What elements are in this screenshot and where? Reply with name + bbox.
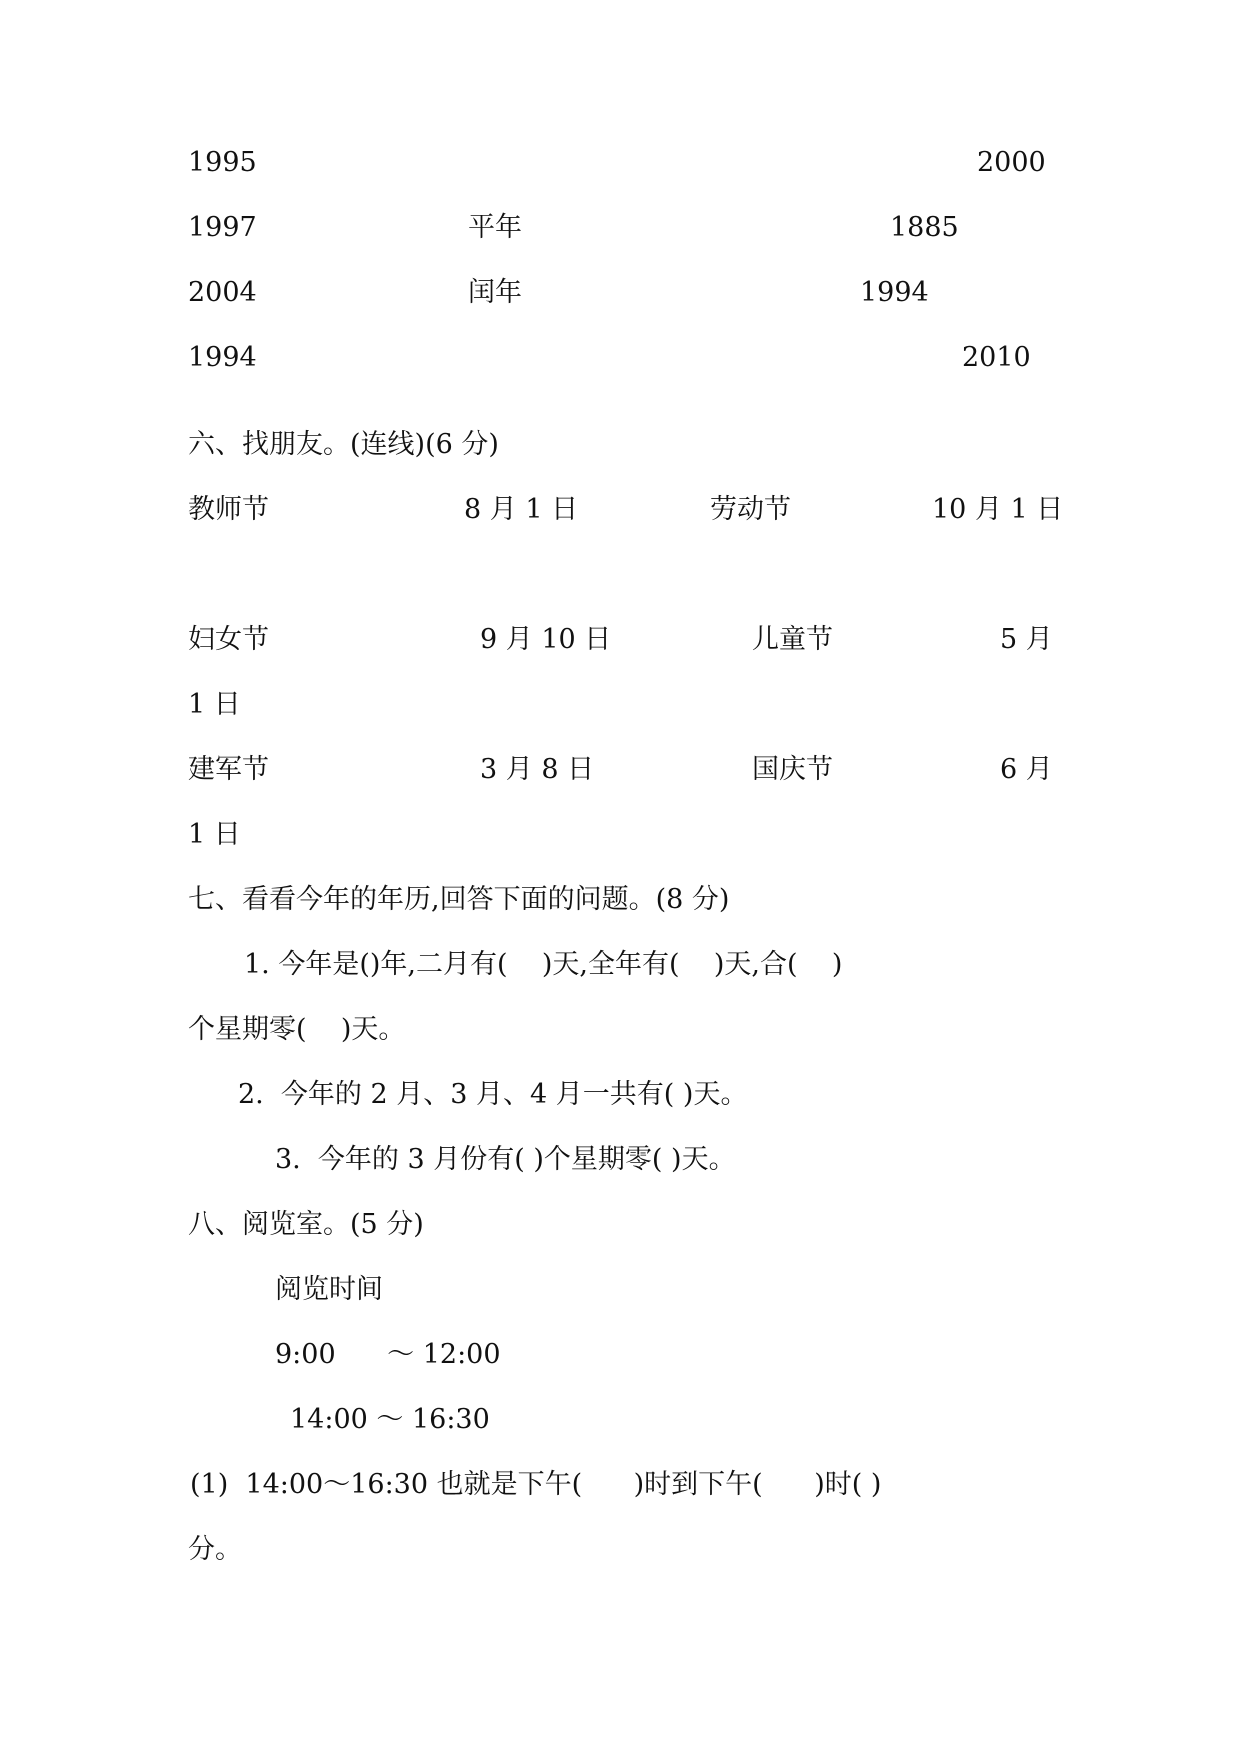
- date-jun: 6 月: [1000, 754, 1053, 785]
- date-aug-1: 8 月 1 日: [464, 494, 579, 525]
- question-8-1-line-2: 分。: [188, 1534, 242, 1565]
- right-year-1: 2000: [977, 147, 1046, 178]
- question-7-2: 2. 今年的 2 月、3 月、4 月一共有( )天。: [238, 1079, 748, 1110]
- right-year-3: 1994: [860, 277, 929, 308]
- question-7-1-line-2: 个星期零( )天。: [188, 1014, 406, 1045]
- holiday-womens-day: 妇女节: [188, 624, 269, 655]
- left-year-4: 1994: [188, 342, 257, 373]
- holiday-teachers-day: 教师节: [188, 494, 269, 525]
- reading-hours-title: 阅览时间: [275, 1274, 383, 1305]
- reading-hours-afternoon: 14:00 ～ 16:30: [290, 1404, 490, 1435]
- left-year-1: 1995: [188, 147, 257, 178]
- left-year-2: 1997: [188, 212, 257, 243]
- question-7-3: 3. 今年的 3 月份有( )个星期零( )天。: [275, 1144, 736, 1175]
- right-year-2: 1885: [890, 212, 959, 243]
- section-seven-heading: 七、看看今年的年历,回答下面的问题。(8 分): [188, 884, 730, 915]
- holiday-childrens-day: 儿童节: [752, 624, 833, 655]
- date-sep-10: 9 月 10 日: [480, 624, 612, 655]
- section-eight-heading: 八、阅览室。(5 分): [188, 1209, 424, 1240]
- right-year-4: 2010: [962, 342, 1031, 373]
- reading-hours-morning: 9:00 ～ 12:00: [275, 1339, 501, 1370]
- date-jun-cont: 1 日: [188, 819, 241, 850]
- question-7-1-line-1: 1. 今年是()年,二月有( )天,全年有( )天,合( ): [244, 949, 843, 980]
- holiday-army-day: 建军节: [188, 754, 269, 785]
- date-may-cont: 1 日: [188, 689, 241, 720]
- question-8-1-line-1: (1) 14:00～16:30 也就是下午( )时到下午( )时( ): [190, 1469, 882, 1500]
- holiday-national-day: 国庆节: [752, 754, 833, 785]
- common-year-label: 平年: [468, 212, 522, 243]
- date-oct-1: 10 月 1 日: [932, 494, 1064, 525]
- left-year-3: 2004: [188, 277, 257, 308]
- holiday-labor-day: 劳动节: [710, 494, 791, 525]
- leap-year-label: 闰年: [468, 277, 522, 308]
- date-mar-8: 3 月 8 日: [480, 754, 595, 785]
- date-may: 5 月: [1000, 624, 1053, 655]
- section-six-heading: 六、找朋友。(连线)(6 分): [188, 429, 499, 460]
